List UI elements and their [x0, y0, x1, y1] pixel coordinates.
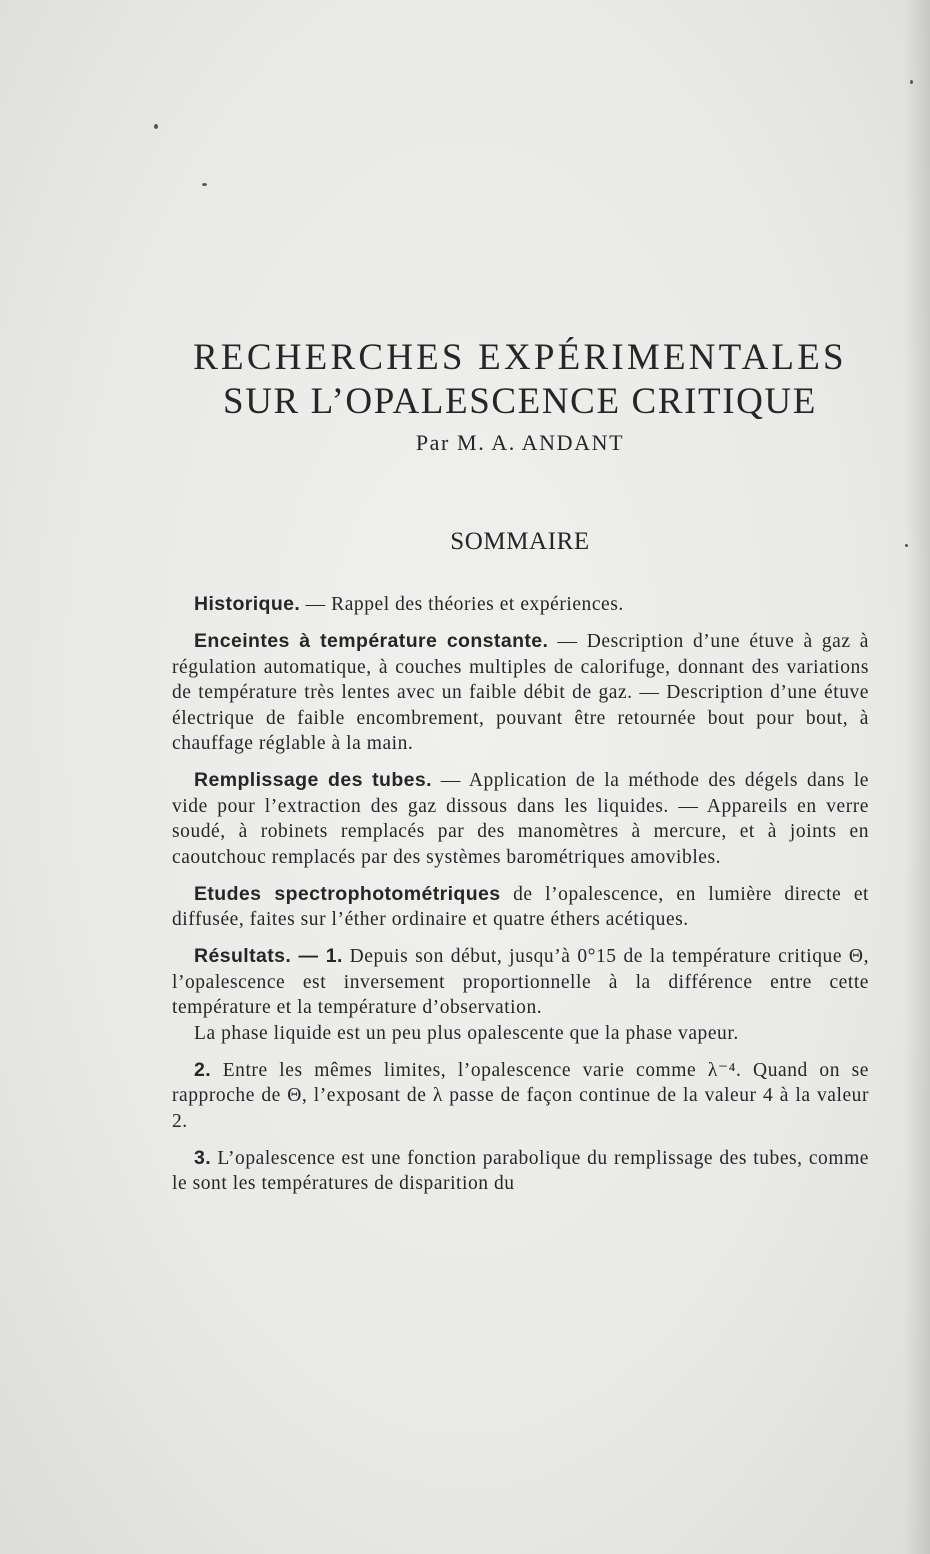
paragraph-text: — Application de la méthode des dégels dans le vide pour l’extraction des gaz dissous dans les liquides. — Appareils en verre soudé, à robinets remplacés par des manomètres à mercure, et à joints en caoutchouc remplacés par des systèmes barométriques amovibles.: [172, 770, 869, 868]
summary-paragraph-historique: [172, 592, 869, 618]
paper-title-line-1: RECHERCHES EXPÉRIMENTALES: [193, 337, 847, 378]
scan-speck: [910, 80, 913, 84]
paragraph-text: Depuis son début, jusqu’à 0°15 de la température critique Θ, l’opalescence est inversement proportionnelle à la différence entre cette température et la température d’observation.: [172, 946, 869, 1018]
paragraph-lead: Etudes spectrophotométriques: [194, 882, 501, 905]
paper-title-line-2: SUR L’OPALESCENCE CRITIQUE: [223, 381, 817, 422]
page-edge-shadow: [904, 0, 930, 1554]
summary-paragraph-enceintes: [172, 629, 869, 757]
paragraph-text: Entre les mêmes limites, l’opalescence varie comme λ⁻⁴. Quand on se rapproche de Θ, l’exposant de λ passe de façon continue de la valeur 4 à la valeur 2.: [172, 1059, 869, 1132]
summary-paragraph-resultats-1: [172, 944, 869, 1021]
summary-paragraph-remplissage: [172, 768, 869, 870]
summary-paragraph-resultats-3: [172, 1146, 869, 1197]
author-byline: Par M. A. ANDANT: [415, 430, 625, 455]
paragraph-text: L’opalescence est une fonction parabolique du remplissage des tubes, comme le sont les températures de disparition du: [172, 1147, 869, 1194]
paragraph-lead: Enceintes à température constante.: [194, 630, 549, 652]
summary-paragraph-etudes: [172, 882, 869, 933]
summary-paragraph-phase: [172, 1021, 869, 1047]
scan-speck: [154, 124, 158, 129]
paragraph-text: — Description d’une étuve à gaz à régulation automatique, à couches multiples de calorifuge, donnant des variations de température très lentes avec un faible débit de gaz. — Description d’une étuve électrique de faible encombrement, pouvant être retournée bout pour bout, à chauffage réglable à la main.: [172, 631, 869, 754]
scan-speck: [202, 183, 207, 186]
paragraph-text: La phase liquide est un peu plus opalescente que la phase vapeur.: [194, 1022, 739, 1044]
paragraph-lead: 3.: [194, 1146, 212, 1169]
summary-body: [172, 592, 869, 1208]
paragraph-text: de l’opalescence, en lumière directe et diffusée, faites sur l’éther ordinaire et quatre éthers acétiques.: [172, 883, 869, 930]
summary-paragraph-resultats-2: [172, 1058, 869, 1135]
paragraph-lead: Historique.: [194, 593, 301, 615]
paragraph-lead: Résultats. — 1.: [194, 945, 343, 967]
paragraph-lead: 2.: [194, 1058, 212, 1081]
section-heading: SOMMAIRE: [450, 528, 590, 555]
paragraph-text: — Rappel des théories et expériences.: [300, 594, 624, 615]
paragraph-lead: Remplissage des tubes.: [194, 769, 432, 791]
